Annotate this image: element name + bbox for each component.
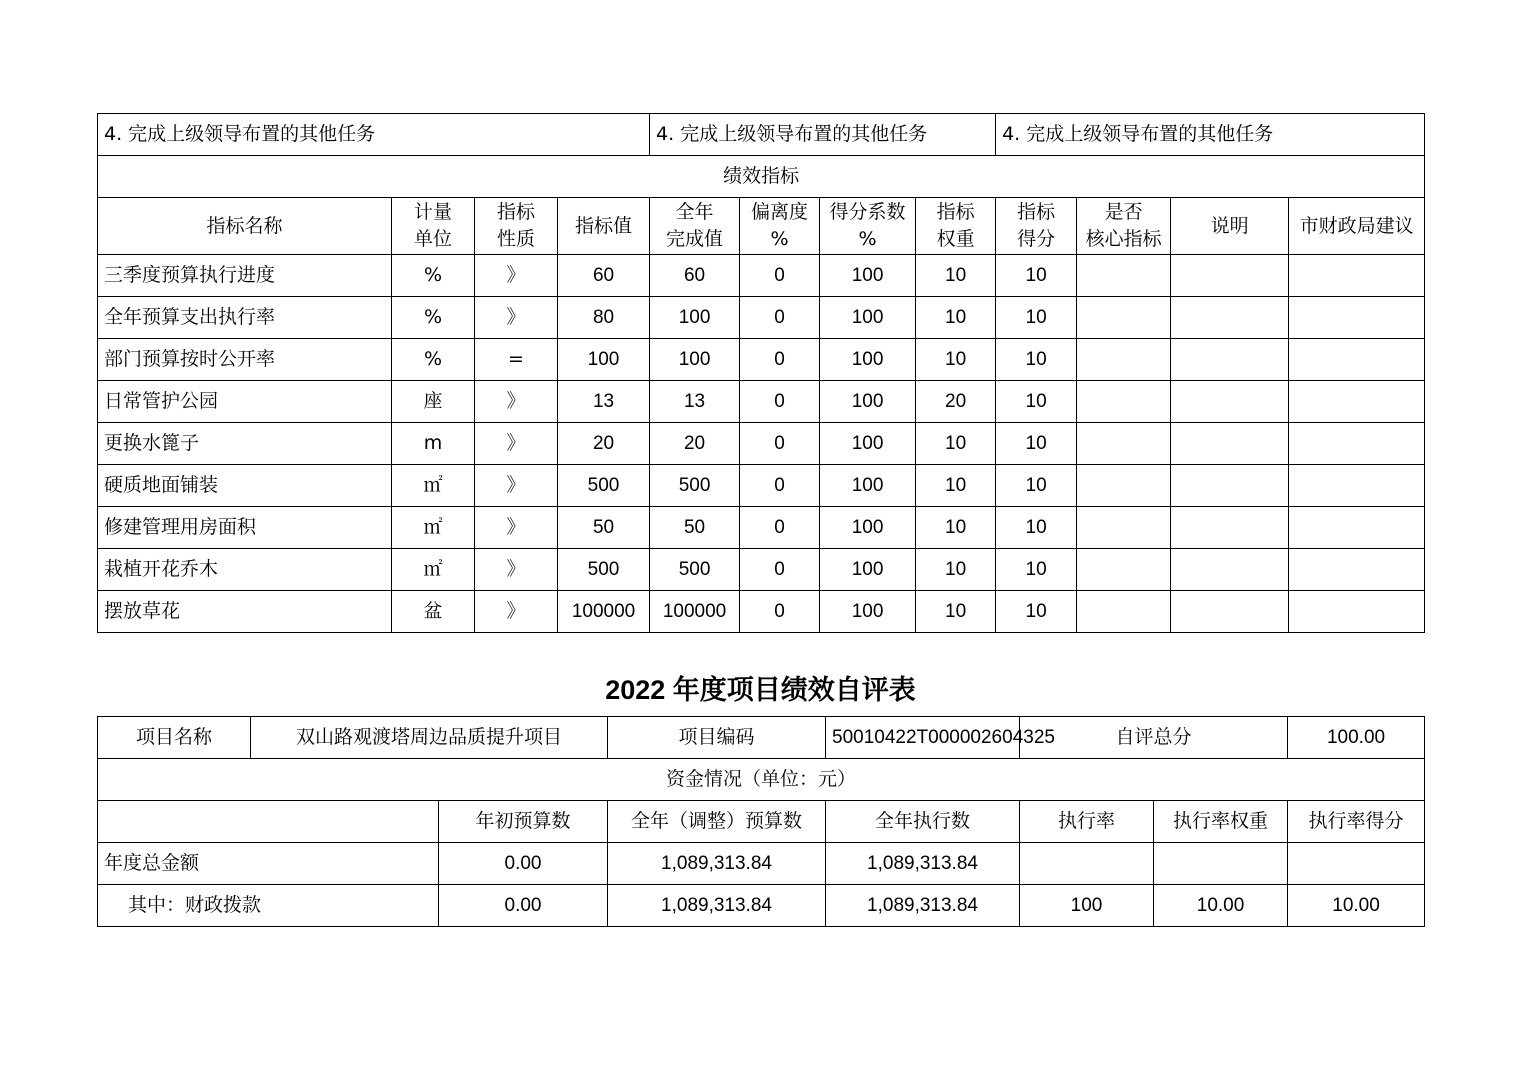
indicator-deviation: 0 <box>740 423 820 465</box>
indicator-advice <box>1289 465 1425 507</box>
perf-header-row <box>98 198 1425 255</box>
fund-header-rate-score: 执行率得分 <box>1288 801 1425 843</box>
fund-table <box>97 716 1425 927</box>
indicator-note <box>1171 465 1289 507</box>
indicator-advice <box>1289 507 1425 549</box>
indicator-core <box>1077 339 1171 381</box>
indicator-target: 500 <box>558 549 650 591</box>
indicator-target: 50 <box>558 507 650 549</box>
header-coefficient: 得分系数 % <box>820 198 916 255</box>
indicator-target: 80 <box>558 297 650 339</box>
indicator-core <box>1077 507 1171 549</box>
fund-row-rate <box>1020 843 1154 885</box>
indicator-name: 部门预算按时公开率 <box>98 339 392 381</box>
indicator-weight: 10 <box>916 549 996 591</box>
indicator-actual: 13 <box>650 381 740 423</box>
fund-header-rate-weight: 执行率权重 <box>1154 801 1288 843</box>
fund-header-blank <box>98 801 439 843</box>
indicator-target: 500 <box>558 465 650 507</box>
fund-row-executed: 1,089,313.84 <box>826 843 1020 885</box>
indicator-name: 摆放草花 <box>98 591 392 633</box>
indicator-score: 10 <box>996 549 1077 591</box>
perf-rows <box>98 255 1425 633</box>
indicator-coefficient: 100 <box>820 591 916 633</box>
indicator-core <box>1077 591 1171 633</box>
indicator-unit: m <box>392 423 475 465</box>
indicator-note <box>1171 339 1289 381</box>
indicator-core <box>1077 549 1171 591</box>
indicator-advice <box>1289 591 1425 633</box>
project-name-label: 项目名称 <box>98 717 251 759</box>
indicator-note <box>1171 591 1289 633</box>
indicator-coefficient: 100 <box>820 423 916 465</box>
indicator-note <box>1171 423 1289 465</box>
indicator-score: 10 <box>996 297 1077 339</box>
indicator-weight: 10 <box>916 591 996 633</box>
indicator-nature: 》 <box>475 423 558 465</box>
indicator-target: 100 <box>558 339 650 381</box>
indicator-note <box>1171 549 1289 591</box>
indicator-row <box>98 297 1425 339</box>
fund-section-title: 资金情况（单位：元） <box>98 759 1425 801</box>
indicator-nature: 》 <box>475 549 558 591</box>
fund-header-executed: 全年执行数 <box>826 801 1020 843</box>
indicator-advice <box>1289 255 1425 297</box>
indicator-actual: 100 <box>650 297 740 339</box>
indicator-score: 10 <box>996 507 1077 549</box>
indicator-unit: 座 <box>392 381 475 423</box>
perf-section-title: 绩效指标 <box>98 156 1425 198</box>
indicator-weight: 20 <box>916 381 996 423</box>
self-score-label: 自评总分 <box>1020 717 1288 759</box>
indicator-nature: 》 <box>475 255 558 297</box>
indicator-name: 栽植开花乔木 <box>98 549 392 591</box>
header-score: 指标 得分 <box>996 198 1077 255</box>
fund-row-initial: 0.00 <box>439 843 608 885</box>
indicator-unit: % <box>392 339 475 381</box>
indicator-core <box>1077 465 1171 507</box>
indicator-coefficient: 100 <box>820 297 916 339</box>
header-weight: 指标 权重 <box>916 198 996 255</box>
indicator-nature: 》 <box>475 381 558 423</box>
indicator-weight: 10 <box>916 297 996 339</box>
indicator-name: 日常管护公园 <box>98 381 392 423</box>
indicator-core <box>1077 297 1171 339</box>
fund-row <box>98 843 1425 885</box>
fund-row-rate-weight: 10.00 <box>1154 885 1288 927</box>
indicator-target: 20 <box>558 423 650 465</box>
perf-section-row <box>98 156 1425 198</box>
indicator-weight: 10 <box>916 465 996 507</box>
indicator-unit: % <box>392 297 475 339</box>
fund-header-adjusted: 全年（调整）预算数 <box>608 801 826 843</box>
indicator-advice <box>1289 339 1425 381</box>
indicator-row <box>98 381 1425 423</box>
indicator-target: 100000 <box>558 591 650 633</box>
fund-row-adjusted: 1,089,313.84 <box>608 885 826 927</box>
indicator-deviation: 0 <box>740 591 820 633</box>
indicator-deviation: 0 <box>740 507 820 549</box>
fund-row-rate-score: 10.00 <box>1288 885 1425 927</box>
indicator-unit: ㎡ <box>392 549 475 591</box>
task-cell-3: 4. 完成上级领导布置的其他任务 <box>996 114 1425 156</box>
indicator-nature: 》 <box>475 297 558 339</box>
indicator-score: 10 <box>996 423 1077 465</box>
indicator-core <box>1077 255 1171 297</box>
indicator-unit: 盆 <box>392 591 475 633</box>
indicator-row <box>98 255 1425 297</box>
indicator-note <box>1171 381 1289 423</box>
indicator-core <box>1077 423 1171 465</box>
indicator-deviation: 0 <box>740 465 820 507</box>
indicator-note <box>1171 297 1289 339</box>
indicator-deviation: 0 <box>740 255 820 297</box>
indicator-nature: 》 <box>475 507 558 549</box>
indicator-name: 更换水篦子 <box>98 423 392 465</box>
fund-row-label: 其中：财政拨款 <box>98 885 439 927</box>
project-code-label: 项目编码 <box>608 717 826 759</box>
task-cell-1: 4. 完成上级领导布置的其他任务 <box>98 114 650 156</box>
fund-section-row <box>98 759 1425 801</box>
indicator-score: 10 <box>996 381 1077 423</box>
indicator-unit: ㎡ <box>392 507 475 549</box>
header-core: 是否 核心指标 <box>1077 198 1171 255</box>
indicator-row <box>98 465 1425 507</box>
project-info-row <box>98 717 1425 759</box>
indicator-unit: % <box>392 255 475 297</box>
indicator-core <box>1077 381 1171 423</box>
indicator-note <box>1171 255 1289 297</box>
indicator-weight: 10 <box>916 423 996 465</box>
indicator-name: 硬质地面铺装 <box>98 465 392 507</box>
indicator-actual: 50 <box>650 507 740 549</box>
indicator-coefficient: 100 <box>820 339 916 381</box>
indicator-actual: 500 <box>650 465 740 507</box>
header-actual: 全年 完成值 <box>650 198 740 255</box>
indicator-unit: ㎡ <box>392 465 475 507</box>
indicator-deviation: 0 <box>740 339 820 381</box>
project-name: 双山路观渡塔周边品质提升项目 <box>251 717 608 759</box>
header-unit: 计量 单位 <box>392 198 475 255</box>
fund-header-row <box>98 801 1425 843</box>
indicator-actual: 100 <box>650 339 740 381</box>
header-nature: 指标 性质 <box>475 198 558 255</box>
form-title: 2022 年度项目绩效自评表 <box>605 675 916 705</box>
fund-row-rate-score <box>1288 843 1425 885</box>
indicator-target: 60 <box>558 255 650 297</box>
indicator-deviation: 0 <box>740 297 820 339</box>
fund-row-executed: 1,089,313.84 <box>826 885 1020 927</box>
fund-row <box>98 885 1425 927</box>
indicator-nature: 》 <box>475 591 558 633</box>
indicator-actual: 500 <box>650 549 740 591</box>
indicator-coefficient: 100 <box>820 549 916 591</box>
indicator-weight: 10 <box>916 339 996 381</box>
indicator-name: 全年预算支出执行率 <box>98 297 392 339</box>
header-deviation: 偏离度 % <box>740 198 820 255</box>
indicator-advice <box>1289 423 1425 465</box>
self-score: 100.00 <box>1288 717 1425 759</box>
fund-row-label: 年度总金额 <box>98 843 439 885</box>
indicator-coefficient: 100 <box>820 255 916 297</box>
indicator-deviation: 0 <box>740 549 820 591</box>
indicator-advice <box>1289 297 1425 339</box>
indicator-row <box>98 549 1425 591</box>
indicator-weight: 10 <box>916 507 996 549</box>
fund-header-initial: 年初预算数 <box>439 801 608 843</box>
indicator-actual: 60 <box>650 255 740 297</box>
indicator-name: 修建管理用房面积 <box>98 507 392 549</box>
header-note: 说明 <box>1171 198 1289 255</box>
indicator-actual: 100000 <box>650 591 740 633</box>
indicator-target: 13 <box>558 381 650 423</box>
indicator-advice <box>1289 549 1425 591</box>
indicator-name: 三季度预算执行进度 <box>98 255 392 297</box>
indicator-nature: = <box>475 339 558 381</box>
indicator-row <box>98 507 1425 549</box>
indicator-note <box>1171 507 1289 549</box>
indicator-row <box>98 339 1425 381</box>
indicator-weight: 10 <box>916 255 996 297</box>
indicator-row <box>98 423 1425 465</box>
indicator-nature: 》 <box>475 465 558 507</box>
task-cell-2: 4. 完成上级领导布置的其他任务 <box>650 114 996 156</box>
fund-row-rate-weight <box>1154 843 1288 885</box>
indicator-coefficient: 100 <box>820 465 916 507</box>
indicator-score: 10 <box>996 465 1077 507</box>
indicator-coefficient: 100 <box>820 507 916 549</box>
indicator-score: 10 <box>996 339 1077 381</box>
fund-row-initial: 0.00 <box>439 885 608 927</box>
indicator-row <box>98 591 1425 633</box>
indicator-score: 10 <box>996 591 1077 633</box>
indicator-actual: 20 <box>650 423 740 465</box>
indicator-deviation: 0 <box>740 381 820 423</box>
header-name: 指标名称 <box>98 198 392 255</box>
tasks-row <box>98 114 1425 156</box>
fund-header-rate: 执行率 <box>1020 801 1154 843</box>
indicator-coefficient: 100 <box>820 381 916 423</box>
indicator-advice <box>1289 381 1425 423</box>
header-target: 指标值 <box>558 198 650 255</box>
performance-table <box>97 113 1425 633</box>
fund-row-rate: 100 <box>1020 885 1154 927</box>
header-advice: 市财政局建议 <box>1289 198 1425 255</box>
project-code: 50010422T000002604325 <box>826 717 1020 759</box>
fund-row-adjusted: 1,089,313.84 <box>608 843 826 885</box>
indicator-score: 10 <box>996 255 1077 297</box>
